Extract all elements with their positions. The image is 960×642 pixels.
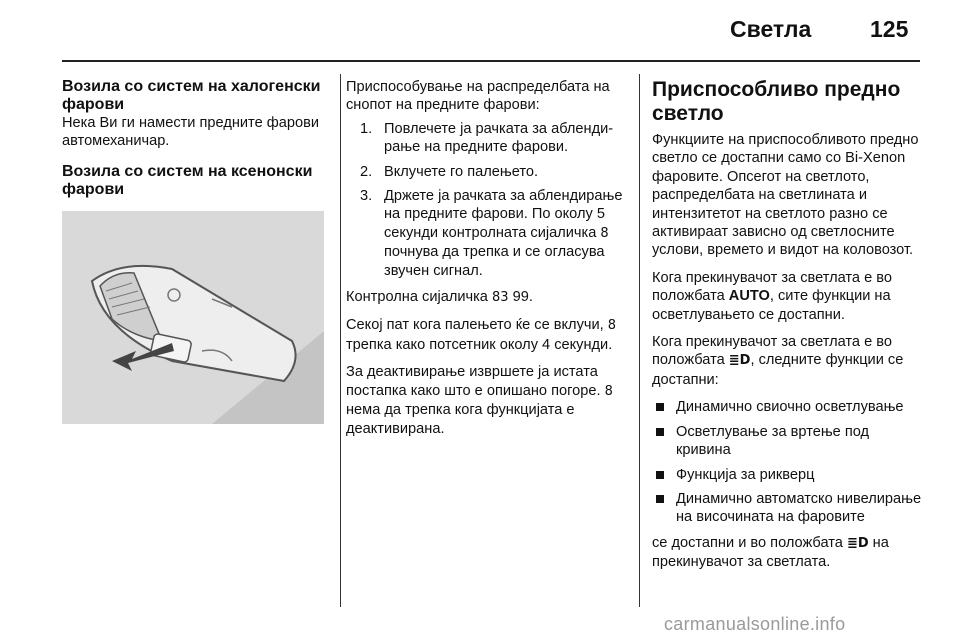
column-divider-1	[340, 74, 341, 607]
control-light-icon: 8	[604, 383, 613, 399]
list-item: Осветлување за вртење под кривина	[652, 423, 927, 460]
step-item	[346, 163, 626, 181]
halogen-paragraph: Нека Ви ги намести предните фарови автомеханичар.	[62, 115, 320, 150]
step-text: Држете ја рачката за аблендирање на предните фарови. По околу 5 секунди контролната сијаличка	[384, 188, 623, 241]
adjust-intro: Приспособување на распределбата на снопот на предните фарови:	[346, 79, 610, 114]
step-number: 3.	[360, 188, 373, 205]
headlight-lever-illustration	[62, 211, 324, 424]
column-divider-2	[639, 74, 640, 607]
auto-paragraph: Кога прекинувачот за светлата е во положбата AUTO, сите функции на осветлувањето се достапни.	[652, 269, 892, 323]
column-middle	[346, 78, 626, 447]
low-beam-paragraph: Кога прекинувачот за светлата е во положбата ≣D, следните функции се достапни:	[652, 334, 904, 388]
section-heading-halogen: Возила со систем на халогенски фарови	[62, 78, 321, 113]
header-rule	[62, 60, 920, 62]
lever-drawing	[62, 211, 324, 424]
list-item: Динамично свиочно осветлување	[652, 398, 927, 416]
page-number: 125	[870, 16, 909, 42]
low-beam-icon: ≣D	[846, 535, 869, 551]
control-light-icon: 8	[607, 318, 617, 334]
step-item	[346, 120, 626, 157]
steps-list	[346, 120, 626, 280]
step-text-cont: почнува да трепка и се огласува звучен сигнал.	[384, 244, 605, 279]
low-beam-icon: ≣D	[728, 353, 751, 369]
step-text: Вклучете го палењето.	[384, 163, 539, 180]
list-item: Динамично автоматско нивелирање на височината на фаровите	[652, 490, 927, 527]
step-item	[346, 187, 626, 280]
list-item: Функција за рикверц	[652, 466, 927, 484]
functions-list	[652, 398, 927, 526]
reminder-paragraph: Секој пат кога палењето ќе се вклучи, 8 трепка како потсетник околу 4 секунди.	[346, 317, 617, 353]
control-light-reference: Контролна сијаличка 83 99.	[346, 289, 533, 306]
availability-paragraph: се достапни и во положбата ≣D на прекинувачот за светлата.	[652, 534, 889, 571]
control-light-icon: 8	[600, 225, 609, 241]
step-text: Повлечете ја рачката за аблендирање на предните фарови.	[384, 120, 614, 156]
control-light-icon: 8	[491, 290, 501, 306]
adaptive-light-heading: Приспособливо предно светло	[652, 78, 901, 125]
column-right	[652, 78, 927, 581]
deactivate-paragraph: За деактивирање извршете ја истата постапка како што е опишано погоре. 8 нема да трепка кога функцијата е деактивирана.	[346, 364, 613, 437]
section-heading-xenon: Возила со систем на ксенонски фарови	[62, 162, 313, 198]
step-number: 2.	[360, 163, 373, 180]
page-reference-icon: 3	[500, 290, 509, 306]
column-left	[62, 78, 330, 199]
step-number: 1.	[360, 120, 373, 137]
auto-label: AUTO	[728, 288, 770, 305]
watermark: carmanualsonline.info	[664, 614, 846, 634]
adaptive-intro: Функциите на приспособливото предно светло се достапни само со Bi-Xenon фаровите. Опсегот на светлото, распределбата на светлината и интензитетот на светлото разно се активираат зависно од светлосните услови, времето и видот на коловозот.	[652, 132, 919, 259]
page-header-title: Светла	[730, 16, 812, 42]
